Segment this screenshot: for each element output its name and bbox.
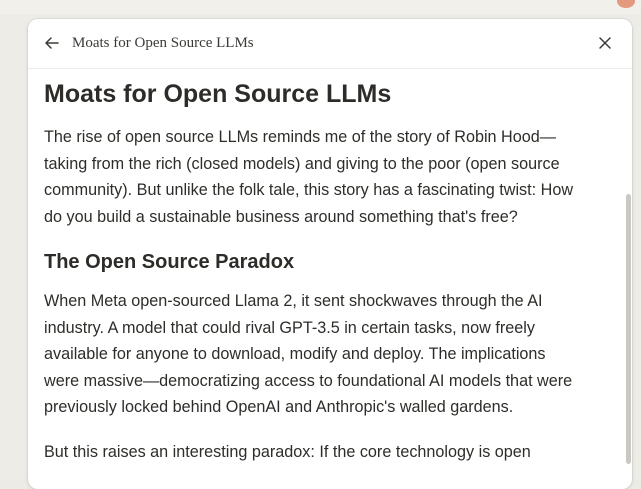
window-indicator-dot (617, 0, 635, 8)
panel-header (28, 19, 632, 69)
arrow-left-icon (42, 33, 62, 53)
article-intro-paragraph: The rise of open source LLMs reminds me of the story of Robin Hood—taking from the rich (closed models) and giving to the poor (open source community). But unlike the folk tale, this story has a fascinating twist: How do you build a sustainable business around something that's free? (44, 128, 574, 226)
article-content (44, 78, 574, 483)
close-icon (596, 34, 614, 52)
close-button[interactable] (596, 34, 614, 52)
article-title: Moats for Open Source LLMs (44, 80, 392, 108)
back-button[interactable] (42, 33, 62, 53)
scrollbar-thumb[interactable] (626, 194, 631, 464)
top-strip (0, 0, 641, 14)
section-heading: The Open Source Paradox (44, 251, 295, 273)
section-paragraph-partial: But this raises an interesting paradox: If the core technology is open (44, 442, 531, 461)
section-paragraph: When Meta open-sourced Llama 2, it sent shockwaves through the AI industry. A model that could rival GPT-3.5 in certain tasks, now freely available for anyone to download, modify and deploy. The implications were massive—democratizing access to foundational AI models that were previously locked behind OpenAI and Anthropic's walled gardens. (44, 292, 573, 416)
panel-title: Moats for Open Source LLMs (72, 35, 254, 51)
